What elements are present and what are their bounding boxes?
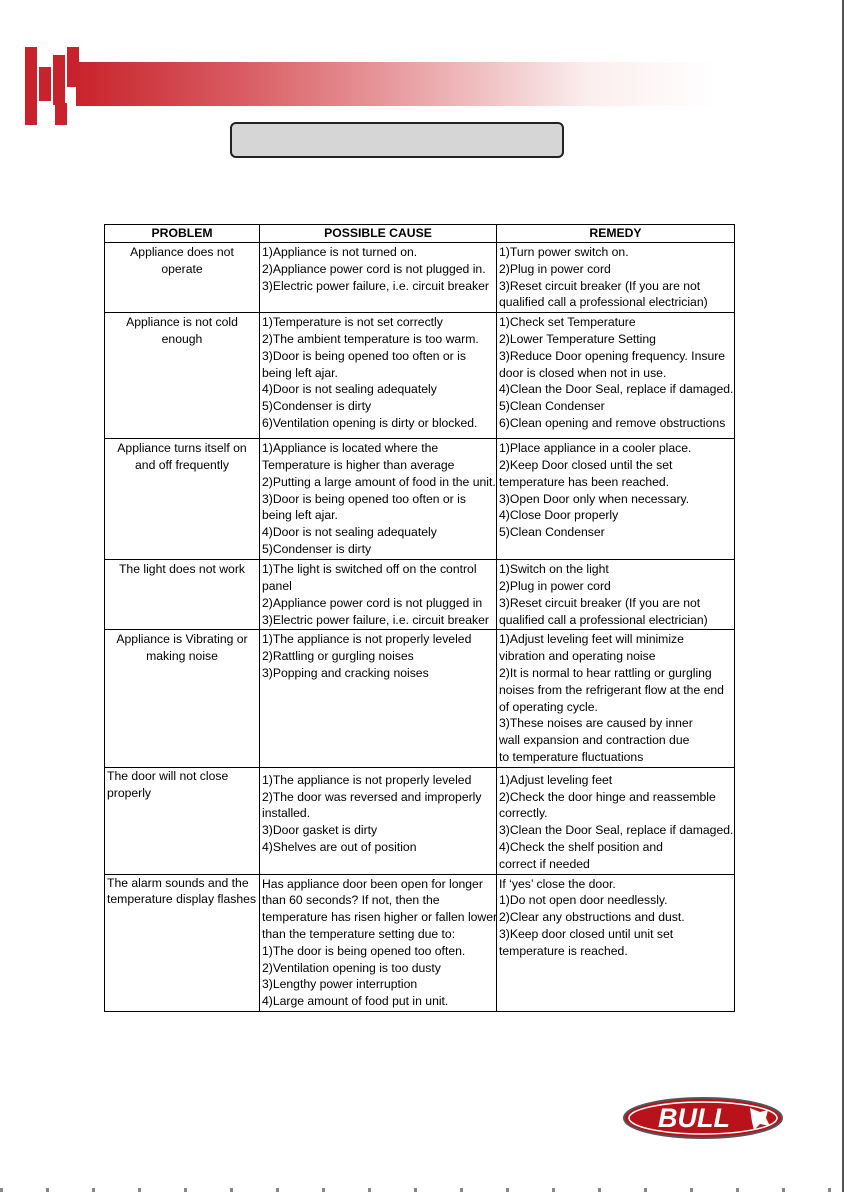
cell-line: temperature display flashes xyxy=(107,892,257,907)
cause-cell xyxy=(260,243,497,313)
cell-line: 1)Adjust leveling feet xyxy=(499,772,613,787)
remedy-cell xyxy=(497,243,735,313)
cell-line: 2)Putting a large amount of food in the unit. xyxy=(262,474,496,489)
problem-cell xyxy=(105,630,260,767)
cell-line: to temperature fluctuations xyxy=(499,749,644,764)
cell-line: 3)Reduce Door opening frequency. Insure xyxy=(499,348,726,363)
cell-line: temperature has been reached. xyxy=(499,474,670,489)
cell-line: noises from the refrigerant flow at the end xyxy=(499,682,724,697)
cell-line: 2)Keep Door closed until the set xyxy=(499,457,673,472)
cell-line: 1)Check set Temperature xyxy=(499,315,636,330)
cell-line: 4)Door is not sealing adequately xyxy=(262,382,437,397)
cell-line: 1)Appliance is not turned on. xyxy=(262,245,418,259)
cell-line: If ‘yes’ close the door. xyxy=(499,876,616,891)
cell-line: 2)The door was reversed and improperly xyxy=(262,789,482,804)
bottom-dotted-edge xyxy=(0,1188,844,1192)
cell-line: being left ajar. xyxy=(262,365,338,380)
header-gradient-bar xyxy=(76,62,716,106)
cell-line: 1)Do not open door needlessly. xyxy=(499,893,668,908)
cell-line: making noise xyxy=(146,649,218,664)
cause-cell xyxy=(260,630,497,767)
cell-line: 2)Ventilation opening is too dusty xyxy=(262,960,441,975)
remedy-cell xyxy=(497,630,735,767)
cause-cell xyxy=(260,439,497,560)
cell-line: qualified call a professional electrician) xyxy=(499,612,708,627)
cell-line: 1)The light is switched off on the control xyxy=(262,562,477,577)
cell-line: 3)Door is being opened too often or is xyxy=(262,348,466,363)
cell-line: 4)Large amount of food put in unit. xyxy=(262,994,449,1009)
cell-line: 1)Appliance is located where the xyxy=(262,441,439,456)
cell-line: 2)Clear any obstructions and dust. xyxy=(499,910,685,925)
cell-line: correctly. xyxy=(499,806,548,821)
cell-line: being left ajar. xyxy=(262,508,338,523)
cell-line: 2)Check the door hinge and reassemble xyxy=(499,789,716,804)
cause-cell xyxy=(260,874,497,1011)
problem-cell xyxy=(105,767,260,874)
table-row xyxy=(105,313,735,439)
bull-logo xyxy=(622,1096,784,1140)
cause-cell xyxy=(260,767,497,874)
cell-line: 4)Door is not sealing adequately xyxy=(262,525,437,540)
cell-line: 3)Clean the Door Seal, replace if damaged. xyxy=(499,823,734,838)
cell-line: The light does not work xyxy=(118,562,245,577)
problem-cell xyxy=(105,560,260,630)
cell-line: Temperature is higher than average xyxy=(262,457,455,472)
cell-line: temperature is reached. xyxy=(499,943,628,958)
cell-line: correct if needed xyxy=(499,856,590,871)
cause-cell xyxy=(260,313,497,439)
cell-line: 3)Reset circuit breaker (If you are not xyxy=(499,595,701,610)
cell-line: 3)Electric power failure, i.e. circuit breaker xyxy=(262,278,489,293)
cell-line: 2)Plug in power cord xyxy=(499,578,611,593)
table-row xyxy=(105,630,735,767)
table-row xyxy=(105,439,735,560)
cell-line: than 60 seconds? If not, then the xyxy=(262,893,440,908)
col-header-remedy: REMEDY xyxy=(497,225,735,243)
problem-cell xyxy=(105,313,260,439)
col-header-cause: POSSIBLE CAUSE xyxy=(260,225,497,243)
cell-line: 1)Place appliance in a cooler place. xyxy=(499,441,692,456)
cell-line: 1)The door is being opened too often. xyxy=(262,943,466,958)
cell-line: Appliance is Vibrating or xyxy=(116,632,248,647)
cell-line: The door will not close xyxy=(107,768,229,783)
cell-line: Appliance turns itself on xyxy=(117,441,247,456)
brand-wordmark: BULL xyxy=(658,1103,730,1133)
cell-line: 4)Shelves are out of position xyxy=(262,839,417,854)
cell-line: 4)Clean the Door Seal, replace if damaged. xyxy=(499,382,734,397)
cell-line: 3)Popping and cracking noises xyxy=(262,665,429,680)
cell-line: 5)Clean Condenser xyxy=(499,525,605,540)
cell-line: operate xyxy=(161,261,203,276)
cell-line: Appliance is not cold xyxy=(126,315,238,330)
remedy-cell xyxy=(497,439,735,560)
remedy-cell xyxy=(497,767,735,874)
table-row xyxy=(105,560,735,630)
cell-line: Appliance does not xyxy=(130,245,234,259)
cell-line: 5)Condenser is dirty xyxy=(262,541,372,556)
cell-line: enough xyxy=(161,331,203,346)
table-row xyxy=(105,874,735,1011)
cell-line: 3)Door is being opened too often or is xyxy=(262,491,466,506)
problem-cell xyxy=(105,874,260,1011)
section-title-box xyxy=(230,122,564,158)
cell-line: Has appliance door been open for longer xyxy=(262,876,483,891)
table-row xyxy=(105,243,735,313)
col-header-problem: PROBLEM xyxy=(105,225,260,243)
problem-cell xyxy=(105,439,260,560)
cell-line: 2)Lower Temperature Setting xyxy=(499,331,656,346)
cell-line: 3)Keep door closed until unit set xyxy=(499,926,674,941)
corner-logo-mark xyxy=(25,45,85,125)
cell-line: 2)Rattling or gurgling noises xyxy=(262,649,414,664)
cell-line: 1)Adjust leveling feet will minimize xyxy=(499,632,684,647)
cell-line: 6)Ventilation opening is dirty or blocked. xyxy=(262,415,478,430)
cell-line: 5)Condenser is dirty xyxy=(262,399,372,414)
cell-line: 2)Appliance power cord is not plugged in xyxy=(262,595,483,610)
cell-line: temperature has risen higher or fallen lower xyxy=(262,910,498,925)
cell-line: 2)The ambient temperature is too warm. xyxy=(262,331,479,346)
cell-line: than the temperature setting due to: xyxy=(262,926,456,941)
cell-line: 3)Open Door only when necessary. xyxy=(499,491,690,506)
cell-line: and off frequently xyxy=(135,457,229,472)
cell-line: 4)Close Door properly xyxy=(499,508,619,523)
cell-line: 2)Plug in power cord xyxy=(499,261,611,276)
table-row xyxy=(105,767,735,874)
remedy-cell xyxy=(497,874,735,1011)
cell-line: qualified call a professional electrician) xyxy=(499,295,708,310)
cell-line: wall expansion and contraction due xyxy=(499,733,690,748)
cell-line: 6)Clean opening and remove obstructions xyxy=(499,415,726,430)
cell-line: 4)Check the shelf position and xyxy=(499,839,663,854)
remedy-cell xyxy=(497,560,735,630)
cell-line: The alarm sounds and the xyxy=(107,875,249,890)
cell-line: 2)It is normal to hear rattling or gurgling xyxy=(499,665,712,680)
troubleshooting-table xyxy=(104,224,735,1012)
cell-line: of operating cycle. xyxy=(499,699,598,714)
cell-line: 1)Temperature is not set correctly xyxy=(262,315,443,330)
cell-line: 2)Appliance power cord is not plugged in. xyxy=(262,261,486,276)
cell-line: 5)Clean Condenser xyxy=(499,399,605,414)
cell-line: properly xyxy=(107,785,152,800)
cell-line: vibration and operating noise xyxy=(499,649,656,664)
cell-line: 3)Reset circuit breaker (If you are not xyxy=(499,278,701,293)
cell-line: 1)The appliance is not properly leveled xyxy=(262,772,472,787)
cell-line: door is closed when not in use. xyxy=(499,365,667,380)
cell-line: 3)Door gasket is dirty xyxy=(262,823,378,838)
cell-line: 3)Electric power failure, i.e. circuit breaker xyxy=(262,612,489,627)
problem-cell xyxy=(105,243,260,313)
table-header-row xyxy=(105,225,735,243)
cause-cell xyxy=(260,560,497,630)
cell-line: installed. xyxy=(262,806,311,821)
cell-line: 1)Switch on the light xyxy=(499,562,609,577)
cell-line: 1)The appliance is not properly leveled xyxy=(262,632,472,647)
cell-line: panel xyxy=(262,578,292,593)
cell-line: 3)These noises are caused by inner xyxy=(499,716,693,731)
cell-line: 1)Turn power switch on. xyxy=(499,245,629,259)
remedy-cell xyxy=(497,313,735,439)
cell-line: 3)Lengthy power interruption xyxy=(262,977,418,992)
